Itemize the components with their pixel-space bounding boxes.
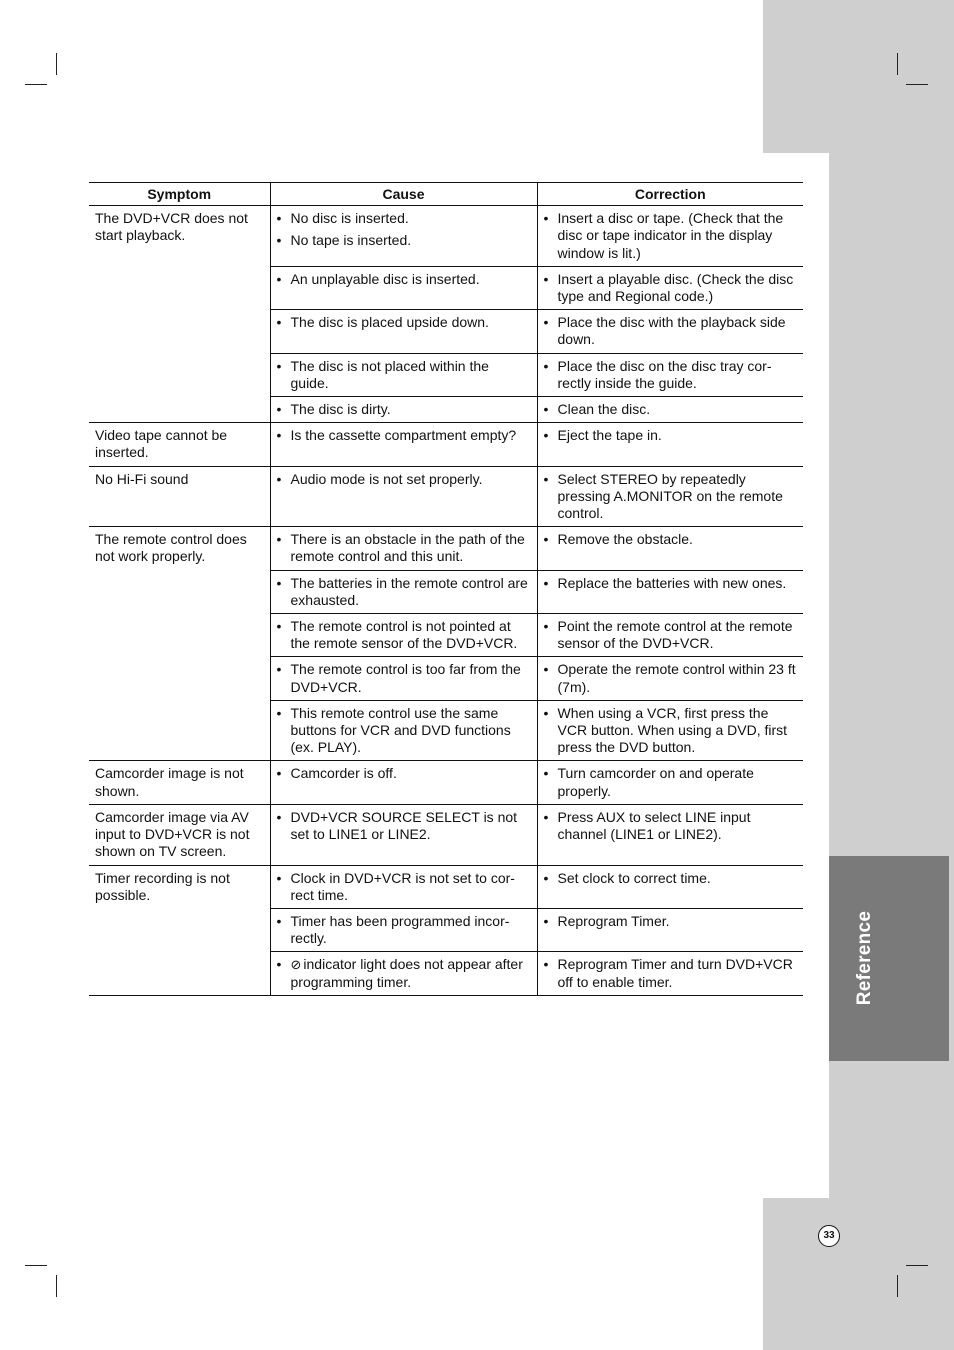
- side-tab-background-bottom: [763, 1198, 954, 1350]
- correction-item: • Insert a disc or tape. (Check that the disc or tape indicator in the display window is lit.): [544, 210, 798, 262]
- section-tab: [829, 856, 949, 1061]
- cause-cell: [270, 614, 537, 657]
- symptom-cell: Camcorder image is not shown.: [89, 761, 270, 804]
- cause-cell: [270, 353, 537, 396]
- correction-item: • Set clock to correct time.: [544, 870, 798, 887]
- correction-item: • Remove the obstacle.: [544, 531, 798, 548]
- correction-cell: [537, 614, 803, 657]
- symptom-cell: Camcorder image via AV input to DVD+VCR is not shown on TV screen.: [89, 804, 270, 865]
- correction-cell: [537, 865, 803, 908]
- cause-cell: [270, 423, 537, 466]
- correction-cell: [537, 657, 803, 700]
- timer-icon: ⊘: [290, 957, 302, 973]
- correction-item: • Press AUX to select LINE input channel (LINE1 or LINE2).: [544, 809, 798, 843]
- cause-item: • The disc is dirty.: [277, 401, 531, 418]
- correction-cell: [537, 527, 803, 570]
- correction-cell: [537, 908, 803, 951]
- troubleshooting-table: [89, 182, 803, 996]
- correction-cell: [537, 700, 803, 761]
- cause-item: • Clock in DVD+VCR is not set to cor-rect time.: [277, 870, 531, 904]
- header-symptom: Symptom: [89, 183, 270, 206]
- cause-item: • The batteries in the remote control are exhausted.: [277, 575, 531, 609]
- table-row: [89, 423, 803, 466]
- correction-item: • Place the disc with the playback side down.: [544, 314, 798, 348]
- cause-cell: [270, 206, 537, 267]
- cause-cell: [270, 865, 537, 908]
- crop-mark: [56, 53, 57, 75]
- correction-item: • Reprogram Timer and turn DVD+VCR off to enable timer.: [544, 956, 798, 990]
- symptom-cell: The DVD+VCR does not start playback.: [89, 206, 270, 423]
- correction-cell: [537, 804, 803, 865]
- table-row: [89, 865, 803, 908]
- crop-mark: [56, 1275, 57, 1297]
- cause-cell: [270, 700, 537, 761]
- cause-cell: [270, 804, 537, 865]
- correction-cell: [537, 761, 803, 804]
- correction-item: • Operate the remote control within 23 ft (7m).: [544, 661, 798, 695]
- page-number: 33: [818, 1225, 840, 1247]
- cause-cell: [270, 397, 537, 423]
- cause-item: [277, 956, 531, 990]
- section-tab-label: Reference: [854, 910, 875, 1006]
- crop-mark: [25, 1265, 47, 1266]
- cause-item: • There is an obstacle in the path of the remote control and this unit.: [277, 531, 531, 565]
- cause-cell: [270, 310, 537, 353]
- side-tab-background-top: [763, 0, 954, 153]
- table-row: [89, 206, 803, 267]
- correction-item: • Eject the tape in.: [544, 427, 798, 444]
- correction-item: • Turn camcorder on and operate properly.: [544, 765, 798, 799]
- correction-item: • Point the remote control at the remote sensor of the DVD+VCR.: [544, 618, 798, 652]
- table-header-row: [89, 183, 803, 206]
- cause-cell: [270, 266, 537, 309]
- cause-item-text: indicator light does not appear after programming timer.: [290, 956, 523, 990]
- correction-cell: [537, 353, 803, 396]
- table-row: [89, 761, 803, 804]
- symptom-cell: Timer recording is not possible.: [89, 865, 270, 995]
- cause-cell: [270, 527, 537, 570]
- cause-item: • DVD+VCR SOURCE SELECT is not set to LINE1 or LINE2.: [277, 809, 531, 843]
- correction-cell: [537, 423, 803, 466]
- correction-item: • When using a VCR, first press the VCR button. When using a DVD, first press the DVD button.: [544, 705, 798, 757]
- correction-item: • Select STEREO by repeatedly pressing A.MONITOR on the remote control.: [544, 471, 798, 523]
- cause-item: • This remote control use the same buttons for VCR and DVD functions (ex. PLAY).: [277, 705, 531, 757]
- cause-item: • The disc is placed upside down.: [277, 314, 531, 331]
- correction-cell: [537, 466, 803, 527]
- correction-item: • Insert a playable disc. (Check the disc type and Regional code.): [544, 271, 798, 305]
- correction-cell: [537, 206, 803, 267]
- cause-cell: [270, 952, 537, 995]
- cause-cell: [270, 908, 537, 951]
- cause-cell: [270, 657, 537, 700]
- cause-item: • Timer has been programmed incor-rectly.: [277, 913, 531, 947]
- table-row: [89, 804, 803, 865]
- cause-item: • No tape is inserted.: [277, 232, 531, 249]
- cause-item: • The remote control is not pointed at the remote sensor of the DVD+VCR.: [277, 618, 531, 652]
- cause-cell: [270, 761, 537, 804]
- cause-item: • The remote control is too far from the DVD+VCR.: [277, 661, 531, 695]
- crop-mark: [906, 84, 928, 85]
- symptom-cell: Video tape cannot be inserted.: [89, 423, 270, 466]
- cause-item: • An unplayable disc is inserted.: [277, 271, 531, 288]
- correction-item: • Clean the disc.: [544, 401, 798, 418]
- correction-cell: [537, 570, 803, 613]
- correction-cell: [537, 952, 803, 995]
- correction-item: • Reprogram Timer.: [544, 913, 798, 930]
- correction-item: • Replace the batteries with new ones.: [544, 575, 798, 592]
- cause-item: • Is the cassette compartment empty?: [277, 427, 531, 444]
- crop-mark: [25, 84, 47, 85]
- header-cause: Cause: [270, 183, 537, 206]
- symptom-cell: The remote control does not work properly.: [89, 527, 270, 761]
- crop-mark: [897, 53, 898, 75]
- cause-cell: [270, 466, 537, 527]
- crop-mark: [906, 1265, 928, 1266]
- correction-cell: [537, 310, 803, 353]
- cause-item: • No disc is inserted.: [277, 210, 531, 227]
- cause-cell: [270, 570, 537, 613]
- symptom-cell: No Hi-Fi sound: [89, 466, 270, 527]
- correction-item: • Place the disc on the disc tray cor-rectly inside the guide.: [544, 358, 798, 392]
- table-row: [89, 466, 803, 527]
- correction-cell: [537, 266, 803, 309]
- cause-item: • Audio mode is not set properly.: [277, 471, 531, 488]
- table-row: [89, 527, 803, 570]
- header-correction: Correction: [537, 183, 803, 206]
- crop-mark: [897, 1275, 898, 1297]
- cause-item: • The disc is not placed within the guide.: [277, 358, 531, 392]
- cause-item: • Camcorder is off.: [277, 765, 531, 782]
- correction-cell: [537, 397, 803, 423]
